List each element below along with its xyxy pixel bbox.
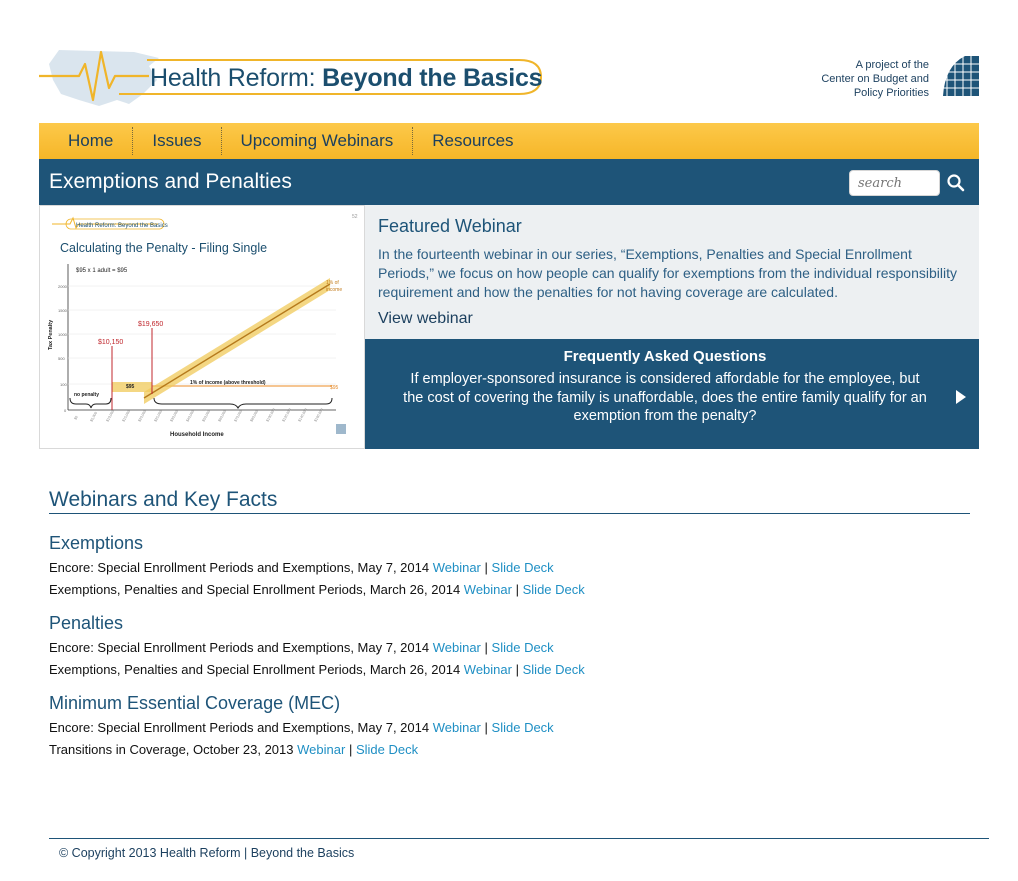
category-penalties: Penalties xyxy=(49,613,124,633)
svg-text:100: 100 xyxy=(60,382,67,387)
section-title: Webinars and Key Facts xyxy=(49,488,278,511)
slide-label-above-threshold: 1% of income (above threshold) xyxy=(190,380,266,386)
svg-text:$25,000: $25,000 xyxy=(153,409,164,423)
svg-text:$40,000: $40,000 xyxy=(185,409,196,423)
slide-logo-text: Health Reform: Beyond the Basics xyxy=(76,223,168,229)
featured-webinar-title: Featured Webinar xyxy=(378,216,522,236)
slide-label-10150: $10,150 xyxy=(98,339,124,346)
list-item xyxy=(49,560,554,575)
featured-webinar xyxy=(365,205,979,339)
featured-webinar-description: In the fourteenth webinar in our series, “Exemptions, Penalties and Special Enrollment Periods,” we focus on how people can qualify for exemptions from the individual responsibility requirement and how the penalties for not having coverage are calculated. xyxy=(378,246,957,300)
slide-logo xyxy=(52,218,168,229)
slide-label-no-penalty: no penalty xyxy=(74,392,100,398)
next-arrow-icon[interactable] xyxy=(955,389,967,405)
entry-title: Encore: Special Enrollment Periods and Exemptions, May 7, 2014 xyxy=(49,560,430,575)
cbpp-text: A project of the Center on Budget and Policy Priorities xyxy=(821,59,929,99)
list-item xyxy=(49,720,554,735)
slide-label-19650: $19,650 xyxy=(138,321,164,328)
footer-copyright: © Copyright 2013 Health Reform | Beyond the Basics xyxy=(59,846,355,860)
svg-text:$120,000: $120,000 xyxy=(281,407,293,423)
section-divider xyxy=(49,513,970,514)
list-item xyxy=(49,640,554,655)
cbpp-logo-icon xyxy=(939,56,979,96)
page-title-bar xyxy=(39,159,979,205)
nav-resources[interactable]: Resources xyxy=(412,127,532,155)
svg-text:$10,000: $10,000 xyxy=(105,409,116,423)
webinar-link[interactable]: Webinar xyxy=(432,560,481,575)
faq-question[interactable]: If employer-sponsored insurance is considered affordable for the employee, but the cost of covering the family is unaffordable, does the entire family qualify for an exemption from the penalty? xyxy=(403,371,927,424)
svg-text:$60,000: $60,000 xyxy=(217,409,228,423)
slide-deck-link[interactable]: Slide Deck xyxy=(491,720,554,735)
entry-title: Exemptions, Penalties and Special Enrollment Periods, March 26, 2014 xyxy=(49,582,461,597)
svg-text:$140,000: $140,000 xyxy=(297,407,309,423)
slide-formula: $95 x 1 adult = $95 xyxy=(76,268,128,274)
svg-text:$30,000: $30,000 xyxy=(169,409,180,423)
svg-text:2000: 2000 xyxy=(58,284,67,289)
page-title: Exemptions and Penalties xyxy=(49,170,292,193)
search-input[interactable] xyxy=(849,170,940,196)
category-exemptions: Exemptions xyxy=(49,533,144,553)
slide-xlabel: Household Income xyxy=(170,432,224,438)
faq-title: Frequently Asked Questions xyxy=(563,348,767,365)
nav-issues[interactable]: Issues xyxy=(132,127,220,155)
faq-panel xyxy=(365,339,979,449)
separator: | xyxy=(484,640,488,655)
svg-text:$160,000: $160,000 xyxy=(313,407,325,423)
slide-deck-link[interactable]: Slide Deck xyxy=(491,560,554,575)
svg-text:$70,000: $70,000 xyxy=(233,409,244,423)
svg-text:$5,000: $5,000 xyxy=(89,411,99,423)
svg-text:$15,000: $15,000 xyxy=(121,409,132,423)
slide-deck-link[interactable]: Slide Deck xyxy=(522,662,585,677)
slide-label-1pct-line2: income xyxy=(326,287,343,293)
list-item xyxy=(49,742,418,757)
penalty-chart-slide xyxy=(40,206,364,448)
slide-thumbnail[interactable] xyxy=(39,205,365,449)
slide-ylabel: Tax Penalty xyxy=(48,319,54,350)
slide-deck-link[interactable]: Slide Deck xyxy=(355,742,419,757)
cbpp-attribution[interactable] xyxy=(819,56,979,100)
svg-text:$50,000: $50,000 xyxy=(201,409,212,423)
list-item xyxy=(49,662,585,677)
svg-text:500: 500 xyxy=(58,356,65,361)
webinar-link[interactable]: Webinar xyxy=(432,640,481,655)
site-header xyxy=(39,40,979,120)
separator: | xyxy=(484,560,488,575)
svg-text:$100,000: $100,000 xyxy=(265,407,277,423)
separator: | xyxy=(515,662,519,677)
category-mec: Minimum Essential Coverage (MEC) xyxy=(49,693,341,713)
separator: | xyxy=(484,720,488,735)
main-nav xyxy=(39,123,979,159)
slide-label-1pct-line1: 1% of xyxy=(326,280,339,286)
slide-deck-link[interactable]: Slide Deck xyxy=(522,582,585,597)
separator: | xyxy=(348,742,353,757)
slide-label-95-right: $95 xyxy=(330,385,339,391)
slide-page-number: 52 xyxy=(352,214,358,220)
svg-text:1000: 1000 xyxy=(58,332,67,337)
webinar-link[interactable]: Webinar xyxy=(432,720,481,735)
slide-title: Calculating the Penalty - Filing Single xyxy=(60,241,268,255)
site-logo[interactable] xyxy=(39,44,549,114)
svg-text:1500: 1500 xyxy=(58,308,67,313)
footer-divider xyxy=(49,838,989,839)
svg-text:$0: $0 xyxy=(73,415,79,421)
search-icon[interactable] xyxy=(945,172,967,194)
webinar-link[interactable]: Webinar xyxy=(463,662,512,677)
slide-deck-link[interactable]: Slide Deck xyxy=(491,640,554,655)
hero-section xyxy=(39,205,979,449)
nav-home[interactable]: Home xyxy=(68,131,114,150)
view-webinar-link[interactable]: View webinar xyxy=(378,310,473,327)
entry-title: Encore: Special Enrollment Periods and Exemptions, May 7, 2014 xyxy=(49,640,430,655)
svg-text:$80,000: $80,000 xyxy=(249,409,260,423)
slide-label-95: $95 xyxy=(126,384,135,390)
entry-title: Encore: Special Enrollment Periods and Exemptions, May 7, 2014 xyxy=(49,720,430,735)
svg-text:$20,000: $20,000 xyxy=(137,409,148,423)
entry-title: Transitions in Coverage, October 23, 2013 xyxy=(49,742,294,757)
separator: | xyxy=(515,582,519,597)
webinar-link[interactable]: Webinar xyxy=(463,582,512,597)
nav-upcoming-webinars[interactable]: Upcoming Webinars xyxy=(221,127,413,155)
logo-text: Health Reform: Beyond the Basics xyxy=(150,64,543,92)
webinar-link[interactable]: Webinar xyxy=(297,742,346,757)
list-item xyxy=(49,582,585,597)
svg-text:0: 0 xyxy=(64,408,67,413)
entry-title: Exemptions, Penalties and Special Enrollment Periods, March 26, 2014 xyxy=(49,662,461,677)
